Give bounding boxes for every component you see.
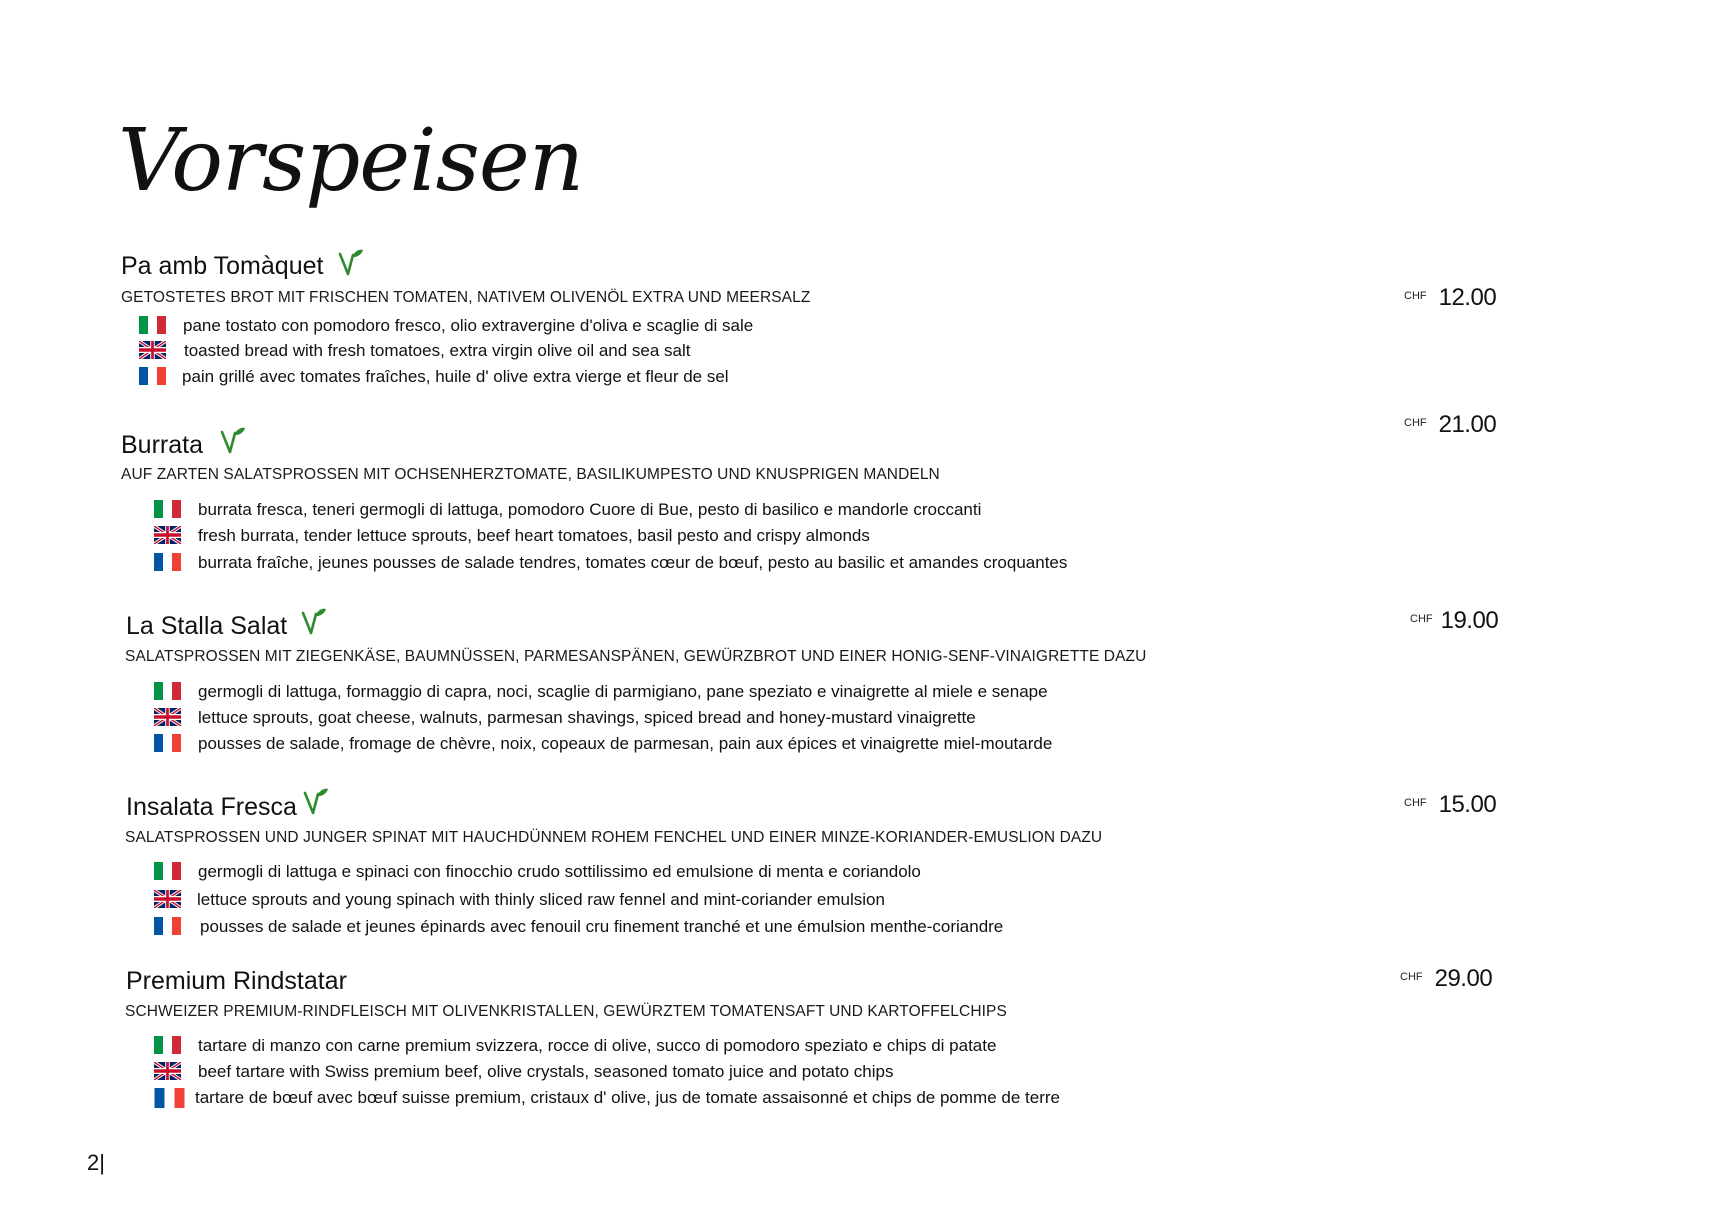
dish-description: SALATSPROSSEN UND JUNGER SPINAT MIT HAUCHDÜNNEM ROHEM FENCHEL UND EINER MINZE-KORIANDER-EMUSLION DAZU xyxy=(125,829,1103,846)
translation-italian: burrata fresca, teneri germogli di lattuga, pomodoro Cuore di Bue, pesto di basilico e mandorle croccanti xyxy=(198,500,982,519)
uk-flag-icon xyxy=(139,341,166,359)
dish-name: Pa amb Tomàquet xyxy=(121,252,324,280)
price xyxy=(1400,967,1492,991)
dish-name: Insalata Fresca xyxy=(126,793,297,821)
price-value: 19.00 xyxy=(1440,607,1499,634)
french-flag-icon xyxy=(154,553,181,571)
vegetarian-leaf-icon xyxy=(337,248,365,278)
translation-italian: pane tostato con pomodoro fresco, olio extravergine d'oliva e scaglie di sale xyxy=(183,316,754,335)
price xyxy=(1410,609,1498,633)
translation-english: toasted bread with fresh tomatoes, extra virgin olive oil and sea salt xyxy=(184,341,691,360)
currency-label: CHF xyxy=(1400,971,1423,983)
dish-name: Premium Rindstatar xyxy=(126,967,347,995)
italian-flag-icon xyxy=(154,682,181,700)
translation-french: tartare de bœuf avec bœuf suisse premium, cristaux d' olive, jus de tomate assaisonné et chips de pomme de terre xyxy=(195,1088,1060,1107)
vegetarian-leaf-icon xyxy=(300,607,328,637)
currency-label: CHF xyxy=(1404,290,1427,302)
french-flag-icon xyxy=(139,367,166,385)
italian-flag-icon xyxy=(154,500,181,518)
dish-description: SCHWEIZER PREMIUM-RINDFLEISCH MIT OLIVENKRISTALLEN, GEWÜRZTEM TOMATENSAFT UND KARTOFFELCHIPS xyxy=(125,1003,1007,1020)
price-value: 12.00 xyxy=(1438,284,1497,311)
translation-italian: germogli di lattuga e spinaci con finocchio crudo sottilissimo ed emulsione di menta e coriandolo xyxy=(198,862,921,881)
translation-english: beef tartare with Swiss premium beef, olive crystals, seasoned tomato juice and potato chips xyxy=(198,1062,894,1081)
price xyxy=(1404,413,1496,437)
french-flag-icon xyxy=(154,917,181,935)
translation-italian: germogli di lattuga, formaggio di capra, noci, scaglie di parmigiano, pane speziato e vinaigrette al miele e senape xyxy=(198,682,1048,701)
page-number: 2| xyxy=(87,1150,105,1175)
dish-description: AUF ZARTEN SALATSPROSSEN MIT OCHSENHERZTOMATE, BASILIKUMPESTO UND KNUSPRIGEN MANDELN xyxy=(121,466,940,483)
translation-italian: tartare di manzo con carne premium svizzera, rocce di olive, succo di pomodoro speziato e chips di patate xyxy=(198,1036,997,1055)
vegetarian-leaf-icon xyxy=(302,787,330,817)
price xyxy=(1404,286,1496,310)
uk-flag-icon xyxy=(154,890,181,908)
translation-english: lettuce sprouts, goat cheese, walnuts, parmesan shavings, spiced bread and honey-mustard vinaigrette xyxy=(198,708,976,727)
translation-french: pousses de salade et jeunes épinards avec fenouil cru finement tranché et une émulsion menthe-coriandre xyxy=(200,917,1004,936)
price-value: 29.00 xyxy=(1434,965,1493,992)
price-value: 15.00 xyxy=(1438,791,1497,818)
italian-flag-icon xyxy=(154,1036,181,1054)
dish-name: Burrata xyxy=(121,431,203,459)
price xyxy=(1404,793,1496,817)
french-flag-icon xyxy=(154,734,181,752)
currency-label: CHF xyxy=(1404,417,1427,429)
translation-french: pousses de salade, fromage de chèvre, noix, copeaux de parmesan, pain aux épices et vinaigrette miel-moutarde xyxy=(198,734,1053,753)
translation-french: pain grillé avec tomates fraîches, huile d' olive extra vierge et fleur de sel xyxy=(182,367,729,386)
uk-flag-icon xyxy=(154,708,181,726)
french-flag-icon xyxy=(154,1088,185,1108)
currency-label: CHF xyxy=(1410,613,1433,625)
currency-label: CHF xyxy=(1404,797,1427,809)
translation-french: burrata fraîche, jeunes pousses de salade tendres, tomates cœur de bœuf, pesto au basilic et amandes croquantes xyxy=(198,553,1068,572)
dish-name: La Stalla Salat xyxy=(126,612,288,640)
italian-flag-icon xyxy=(154,862,181,880)
price-value: 21.00 xyxy=(1438,411,1497,438)
dish-description: SALATSPROSSEN MIT ZIEGENKÄSE, BAUMNÜSSEN, PARMESANSPÄNEN, GEWÜRZBROT UND EINER HONIG-SENF-VINAIGRETTE DAZU xyxy=(125,648,1147,665)
italian-flag-icon xyxy=(139,316,166,334)
vegetarian-leaf-icon xyxy=(219,426,247,456)
page-title: Vorspeisen xyxy=(118,111,584,211)
uk-flag-icon xyxy=(154,1062,181,1080)
dish-description: GETOSTETES BROT MIT FRISCHEN TOMATEN, NATIVEM OLIVENÖL EXTRA UND MEERSALZ xyxy=(121,289,811,306)
uk-flag-icon xyxy=(154,526,181,544)
translation-english: fresh burrata, tender lettuce sprouts, beef heart tomatoes, basil pesto and crispy almonds xyxy=(198,526,870,545)
translation-english: lettuce sprouts and young spinach with thinly sliced raw fennel and mint-coriander emulsion xyxy=(197,890,885,909)
